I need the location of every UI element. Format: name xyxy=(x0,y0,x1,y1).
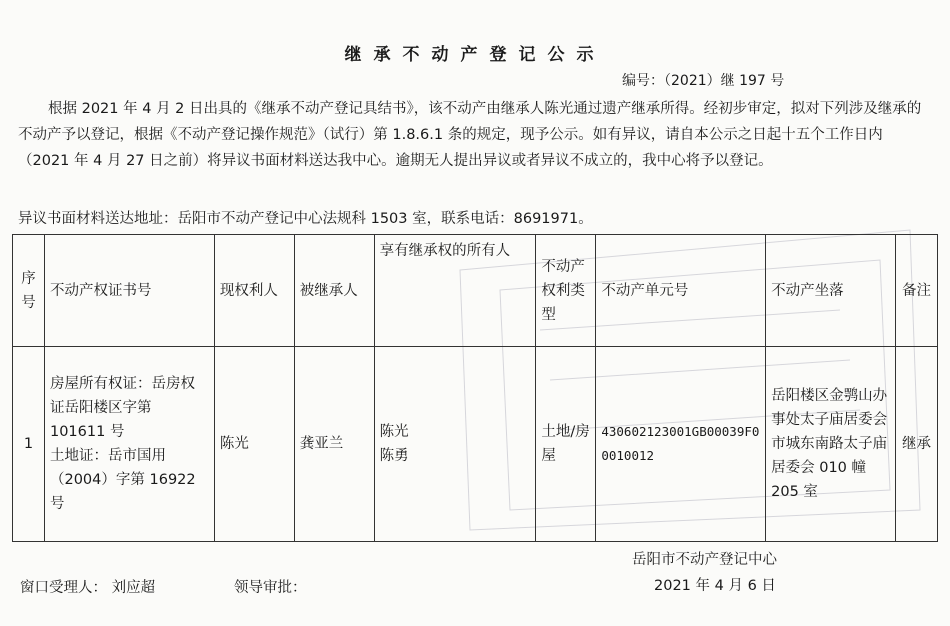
notice-paragraph: 根据 2021 年 4 月 2 日出具的《继承不动产登记具结书》，该不动产由继承人陈光通过遗产继承所得。经初步审定，拟对下列涉及继承的不动产予以登记，根据《不动产登记操作规范》（试行）第 1.8.6.1 条的规定，现予公示。如有异议，请自本公示之日起十五个工作日内（2021 年 4 月 27 日之前）将异议书面材料送达我中心。逾期无人提出异议或者异议不成立的，我中心将予以登记。 xyxy=(18,101,922,169)
cell-heirs xyxy=(374,347,536,542)
issuer-name: 岳阳市不动产登记中心 xyxy=(632,552,777,568)
table-header-row xyxy=(13,235,938,347)
header-cert: 不动产权证书号 xyxy=(44,235,214,347)
window-name: 刘应超 xyxy=(111,580,156,596)
cell-right-type: 土地/房屋 xyxy=(536,347,596,542)
objection-address: 异议书面材料送达地址：岳阳市不动产登记中心法规科 1503 室，联系电话：8691971。 xyxy=(18,211,593,227)
header-no: 序号 xyxy=(13,235,45,347)
header-decedent: 被继承人 xyxy=(294,235,374,347)
header-heirs: 享有继承权的所有人 xyxy=(374,235,536,347)
registration-table xyxy=(12,234,938,542)
approval-label: 领导审批： xyxy=(234,580,307,596)
header-holder: 现权利人 xyxy=(214,235,294,347)
issue-date: 2021 年 4 月 6 日 xyxy=(654,578,776,594)
header-right-type: 不动产权利类型 xyxy=(536,235,596,347)
header-unit-no: 不动产单元号 xyxy=(596,235,766,347)
heir-name: 陈勇 xyxy=(379,448,409,464)
page-title: 继承不动产登记公示 xyxy=(344,45,606,65)
cell-location: 岳阳楼区金鹗山办事处太子庙居委会市城东南路太子庙居委会 010 幢 205 室 xyxy=(766,347,896,542)
window-label: 窗口受理人： xyxy=(20,580,107,596)
cell-decedent: 龚亚兰 xyxy=(294,347,374,542)
header-remark: 备注 xyxy=(895,235,937,347)
doc-number: 编号：（2021）继 197 号 xyxy=(622,73,785,89)
heir-name: 陈光 xyxy=(379,424,409,440)
header-location: 不动产坐落 xyxy=(766,235,896,347)
table-row xyxy=(13,347,938,542)
cell-unit-no: 430602123001GB00039F00010012 xyxy=(596,347,766,542)
window-receiver xyxy=(20,576,155,597)
cert-land: 土地证：岳市国用（2004）字第 16922 号 xyxy=(49,448,196,512)
cell-holder: 陈光 xyxy=(214,347,294,542)
notice-body xyxy=(18,96,928,174)
cert-house: 房屋所有权证：岳房权证岳阳楼区字第 101611 号 xyxy=(49,376,195,440)
cell-cert xyxy=(44,347,214,542)
cell-remark: 继承 xyxy=(895,347,937,542)
cell-no: 1 xyxy=(13,347,45,542)
